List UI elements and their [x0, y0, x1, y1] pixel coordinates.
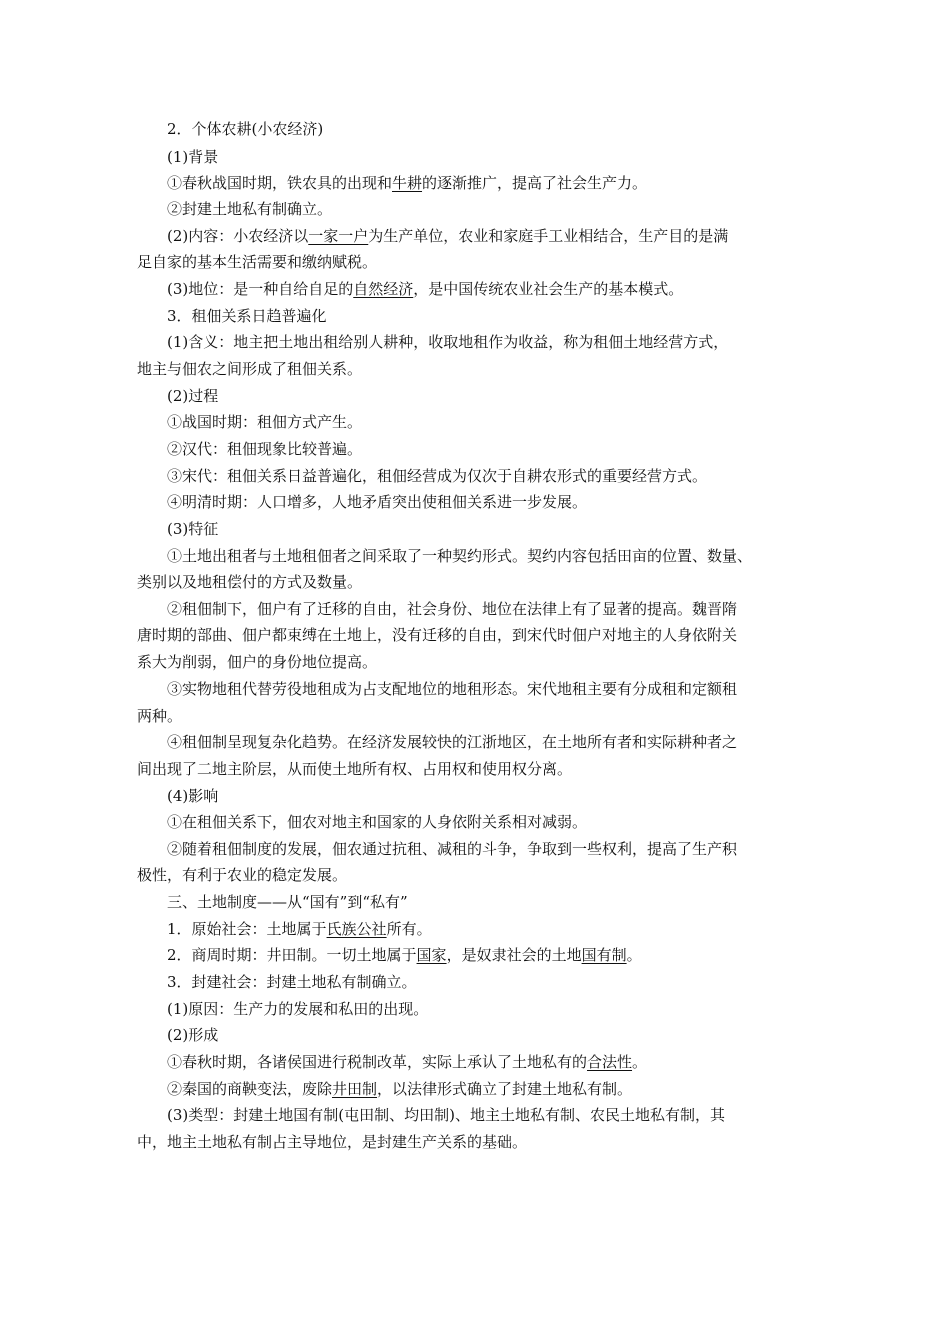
text-segment: ②汉代：租佃现象比较普遍。: [167, 440, 363, 458]
text-segment: 足自家的基本生活需要和缴纳赋税。: [137, 253, 378, 271]
text-segment: 2．个体农耕(小农经济): [167, 120, 324, 138]
text-line: [137, 252, 377, 272]
text-line: [167, 199, 332, 219]
text-segment: 。: [632, 1053, 648, 1071]
text-line: [167, 332, 728, 352]
text-segment: (1)原因：生产力的发展和私田的出现。: [167, 1000, 429, 1018]
text-line: [167, 945, 642, 965]
text-segment: ，是中国传统农业社会生产的基本模式。: [413, 280, 684, 298]
text-segment: 2．商周时期：井田制。一切土地属于: [167, 946, 417, 964]
text-line: [167, 839, 737, 859]
text-line: [167, 599, 737, 619]
text-segment: ①春秋时期，各诸侯国进行税制改革，实际上承认了土地私有的: [167, 1053, 588, 1071]
underlined-term: 自然经济: [353, 280, 414, 298]
text-line: [167, 466, 707, 486]
text-segment: 系大为削弱，佃户的身份地位提高。: [137, 653, 378, 671]
text-line: [137, 759, 572, 779]
text-segment: ②随着租佃制度的发展，佃农通过抗租、减租的斗争，争取到一些权利，提高了生产积: [167, 840, 738, 858]
text-segment: ②秦国的商鞅变法，废除: [167, 1080, 333, 1098]
text-segment: 唐时期的部曲、佃户都束缚在土地上，没有迁移的自由，到宋代时佃户对地主的人身依附关: [137, 626, 738, 644]
text-segment: ①在租佃关系下，佃农对地主和国家的人身依附关系相对减弱。: [167, 813, 588, 831]
text-segment: 地主与佃农之间形成了租佃关系。: [137, 360, 363, 378]
text-segment: 中，地主土地私有制占主导地位，是封建生产关系的基础。: [137, 1133, 528, 1151]
text-segment: (3)类型：封建土地国有制(屯田制、均田制)、地主土地私有制、农民土地私有制，其: [167, 1106, 725, 1124]
text-line: [137, 572, 362, 592]
text-segment: 极性，有利于农业的稳定发展。: [137, 866, 348, 884]
text-segment: (3)特征: [167, 520, 219, 538]
text-segment: 两种。: [137, 707, 183, 725]
text-line: [167, 226, 728, 246]
text-segment: 所有。: [386, 920, 432, 938]
text-line: [167, 279, 683, 299]
text-segment: (1)含义：地主把土地出租给别人耕种，收取地租作为收益，称为租佃土地经营方式，: [167, 333, 729, 351]
text-line: [167, 492, 587, 512]
text-segment: ③实物地租代替劳役地租成为占支配地位的地租形态。宋代地租主要有分成租和定额租: [167, 680, 738, 698]
text-line: [167, 1025, 218, 1045]
text-line: [167, 147, 218, 167]
text-segment: 为生产单位，农业和家庭手工业相结合，生产目的是满: [368, 227, 729, 245]
text-segment: 类别以及地租偿付的方式及数量。: [137, 573, 363, 591]
text-line: [167, 546, 752, 566]
text-line: [167, 812, 587, 832]
text-line: [137, 359, 362, 379]
text-line: [167, 972, 417, 992]
text-segment: 的逐渐推广，提高了社会生产力。: [422, 174, 648, 192]
text-segment: ②租佃制下，佃户有了迁移的自由，社会身份、地位在法律上有了显著的提高。魏晋隋: [167, 600, 738, 618]
text-segment: 3．租佃关系日趋普遍化: [167, 307, 327, 325]
underlined-term: 一家一户: [308, 227, 369, 245]
text-line: [167, 732, 737, 752]
text-line: [167, 119, 323, 139]
text-segment: 1．原始社会：土地属于: [167, 920, 327, 938]
text-segment: ④明清时期：人口增多，人地矛盾突出使租佃关系进一步发展。: [167, 493, 588, 511]
text-segment: ①战国时期：租佃方式产生。: [167, 413, 363, 431]
text-line: [167, 919, 432, 939]
text-segment: ③宋代：租佃关系日益普遍化，租佃经营成为仅次于自耕农形式的重要经营方式。: [167, 467, 708, 485]
text-line: [167, 786, 218, 806]
text-segment: 间出现了二地主阶层，从而使土地所有权、占用权和使用权分离。: [137, 760, 573, 778]
underlined-term: 合法性: [587, 1053, 633, 1071]
text-line: [167, 519, 218, 539]
text-line: [167, 1052, 647, 1072]
text-segment: (4)影响: [167, 787, 219, 805]
text-line: [167, 679, 737, 699]
text-segment: ①土地出租者与土地租佃者之间采取了一种契约形式。契约内容包括田亩的位置、数量、: [167, 547, 753, 565]
text-segment: ④租佃制呈现复杂化趋势。在经济发展较快的江浙地区，在土地所有者和实际耕种者之: [167, 733, 738, 751]
text-line: [167, 1105, 725, 1125]
underlined-term: 国有制: [581, 946, 627, 964]
text-segment: ②封建土地私有制确立。: [167, 200, 333, 218]
text-segment: 。: [626, 946, 642, 964]
text-line: [167, 999, 428, 1019]
underlined-term: 氏族公社: [326, 920, 387, 938]
text-segment: ①春秋战国时期，铁农具的出现和: [167, 174, 393, 192]
text-line: [137, 865, 347, 885]
text-segment: (1)背景: [167, 148, 219, 166]
text-line: [167, 892, 408, 912]
underlined-term: 国家: [416, 946, 447, 964]
text-segment: 3．封建社会：封建土地私有制确立。: [167, 973, 417, 991]
text-line: [167, 386, 218, 406]
text-line: [167, 412, 362, 432]
text-segment: ，以法律形式确立了封建土地私有制。: [377, 1080, 633, 1098]
text-segment: (2)过程: [167, 387, 219, 405]
text-line: [137, 652, 377, 672]
text-line: [137, 1132, 527, 1152]
text-segment: (2)内容：小农经济以: [167, 227, 309, 245]
underlined-term: 井田制: [332, 1080, 378, 1098]
text-segment: (3)地位：是一种自给自足的: [167, 280, 354, 298]
text-segment: ，是奴隶社会的土地: [446, 946, 582, 964]
text-line: [167, 439, 362, 459]
text-line: [167, 173, 647, 193]
text-line: [167, 306, 327, 326]
text-line: [137, 706, 182, 726]
underlined-term: 牛耕: [392, 174, 423, 192]
text-segment: 三、土地制度——从“国有”到“私有”: [167, 893, 408, 911]
text-segment: (2)形成: [167, 1026, 219, 1044]
text-line: [167, 1079, 632, 1099]
text-line: [137, 625, 737, 645]
